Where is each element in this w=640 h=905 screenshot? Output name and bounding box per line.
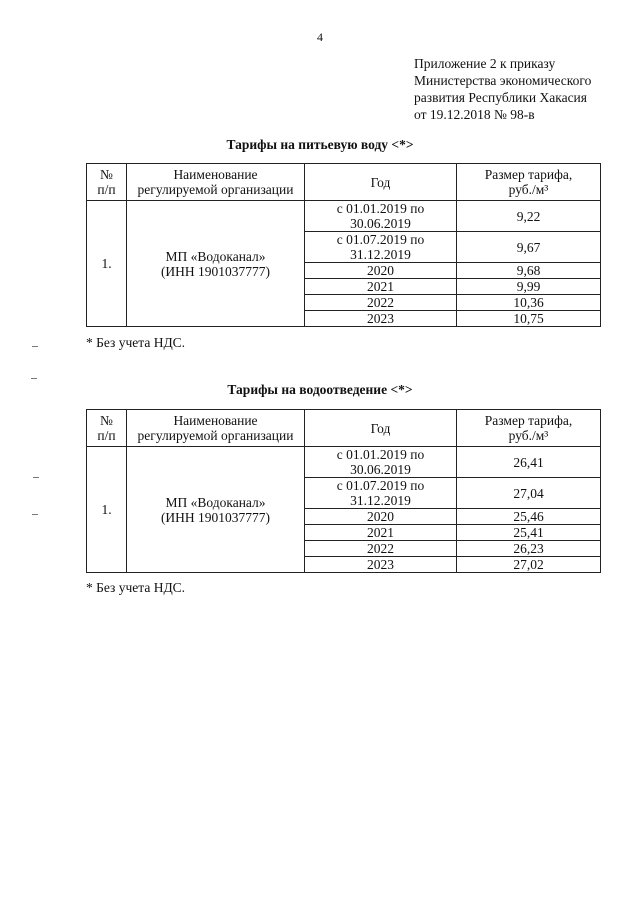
appendix-line: от 19.12.2018 № 98-в bbox=[414, 107, 535, 122]
header-num: № п/п bbox=[87, 164, 127, 201]
table-header-row bbox=[87, 164, 601, 201]
year-cell: 2020 bbox=[305, 263, 457, 279]
organization-name: МП «Водоканал» (ИНН 1901037777) bbox=[127, 447, 305, 573]
tariff-value: 27,02 bbox=[457, 557, 601, 573]
scan-mark bbox=[32, 514, 38, 515]
scan-mark bbox=[31, 378, 37, 379]
year-cell: 2021 bbox=[305, 525, 457, 541]
tariff-value: 9,68 bbox=[457, 263, 601, 279]
table-header-row bbox=[87, 410, 601, 447]
year-cell: 2023 bbox=[305, 311, 457, 327]
tariff-value: 26,41 bbox=[457, 447, 601, 478]
section-title-wastewater: Тарифы на водоотведение <*> bbox=[227, 382, 413, 397]
scan-mark bbox=[32, 346, 38, 347]
appendix-block bbox=[414, 55, 591, 123]
tariff-value: 27,04 bbox=[457, 478, 601, 509]
footnote-vat: * Без учета НДС. bbox=[86, 580, 186, 595]
tariff-value: 10,36 bbox=[457, 295, 601, 311]
year-cell: с 01.01.2019 по 30.06.2019 bbox=[305, 201, 457, 232]
header-organization: Наименование регулируемой организации bbox=[127, 410, 305, 447]
tariff-table-wastewater bbox=[86, 409, 601, 573]
tariff-value: 25,41 bbox=[457, 525, 601, 541]
year-cell: 2022 bbox=[305, 295, 457, 311]
tariff-value: 25,46 bbox=[457, 509, 601, 525]
table-row bbox=[87, 447, 601, 478]
year-cell: с 01.07.2019 по 31.12.2019 bbox=[305, 478, 457, 509]
tariff-value: 9,22 bbox=[457, 201, 601, 232]
header-year: Год bbox=[305, 164, 457, 201]
row-number: 1. bbox=[87, 201, 127, 327]
tariff-value: 9,67 bbox=[457, 232, 601, 263]
year-cell: 2020 bbox=[305, 509, 457, 525]
appendix-line: развития Республики Хакасия bbox=[414, 90, 587, 105]
header-tariff: Размер тарифа, руб./м³ bbox=[457, 164, 601, 201]
header-organization: Наименование регулируемой организации bbox=[127, 164, 305, 201]
header-year: Год bbox=[305, 410, 457, 447]
appendix-line: Приложение 2 к приказу bbox=[414, 56, 556, 71]
scan-mark bbox=[33, 477, 39, 478]
year-cell: с 01.01.2019 по 30.06.2019 bbox=[305, 447, 457, 478]
table-row bbox=[87, 201, 601, 232]
header-tariff: Размер тарифа, руб./м³ bbox=[457, 410, 601, 447]
page-number: 4 bbox=[317, 30, 323, 44]
tariff-table-drinking-water bbox=[86, 163, 601, 327]
year-cell: с 01.07.2019 по 31.12.2019 bbox=[305, 232, 457, 263]
appendix-line: Министерства экономического bbox=[414, 73, 592, 88]
year-cell: 2021 bbox=[305, 279, 457, 295]
tariff-value: 10,75 bbox=[457, 311, 601, 327]
year-cell: 2022 bbox=[305, 541, 457, 557]
footnote-vat: * Без учета НДС. bbox=[86, 335, 186, 350]
tariff-value: 26,23 bbox=[457, 541, 601, 557]
year-cell: 2023 bbox=[305, 557, 457, 573]
section-title-drinking-water: Тарифы на питьевую воду <*> bbox=[226, 137, 414, 152]
header-num: № п/п bbox=[87, 410, 127, 447]
organization-name: МП «Водоканал» (ИНН 1901037777) bbox=[127, 201, 305, 327]
tariff-value: 9,99 bbox=[457, 279, 601, 295]
row-number: 1. bbox=[87, 447, 127, 573]
